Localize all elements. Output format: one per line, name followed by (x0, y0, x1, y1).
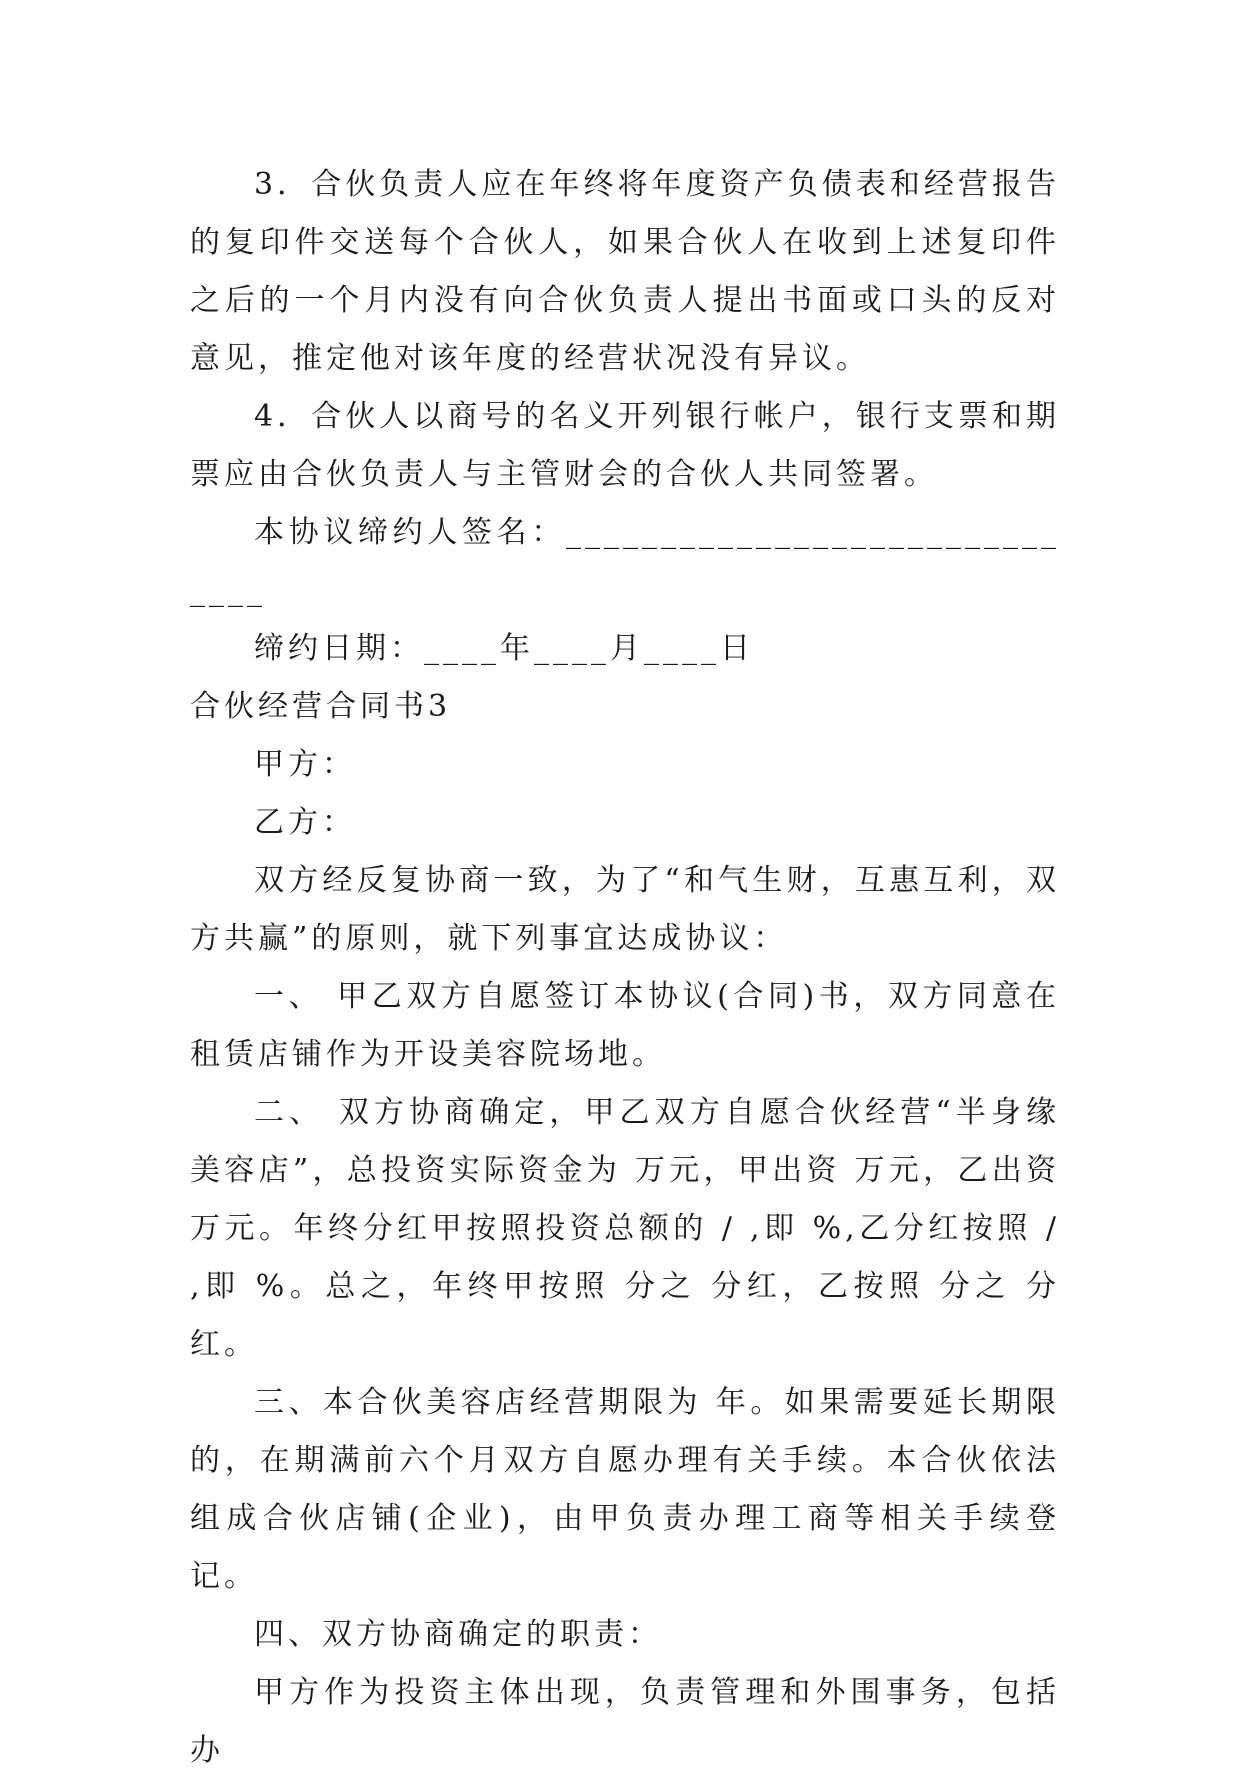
paragraph-item-3: 3．合伙负责人应在年终将年度资产负债表和经营报告的复印件交送每个合伙人，如果合伙人在收到上述复印件之后的一个月内没有向合伙负责人提出书面或口头的反对意见，推定他对该年度的经营状况没有异议。 (190, 167, 1060, 376)
preamble-paragraph: 双方经反复协商一致，为了“和气生财，互惠互利，双方共赢”的原则，就下列事宜达成协议： (190, 863, 1060, 956)
paragraph-item-4: 4．合伙人以商号的名义开列银行帐户，银行支票和期票应由合伙负责人与主管财会的合伙人共同签署。 (190, 399, 1060, 492)
document-body (190, 156, 1060, 1780)
clause-one: 一、 甲乙双方自愿签订本协议(合同)书，双方同意在租赁店铺作为开设美容院场地。 (190, 979, 1060, 1072)
date-line: 缔约日期：____年____月____日 (254, 631, 754, 666)
party-b-line: 乙方： (254, 805, 356, 840)
section-title: 合伙经营合同书3 (190, 689, 452, 724)
clause-four-body: 甲方作为投资主体出现，负责管理和外围事务，包括办 (190, 1675, 1060, 1768)
clause-four-heading: 四、双方协商确定的职责： (254, 1617, 662, 1652)
clause-two: 二、 双方协商确定，甲乙双方自愿合伙经营“半身缘美容店”，总投资实际资金为 万元，甲出资 万元，乙出资 万元。年终分红甲按照投资总额的 / ,即 %,乙分红按照 / ,即 %。总之，年终甲按照 分之 分红，乙按照 分之 分红。 (190, 1095, 1060, 1362)
clause-three: 三、本合伙美容店经营期限为 年。如果需要延长期限的，在期满前六个月双方自愿办理有关手续。本合伙依法组成合伙店铺(企业)，由甲负责办理工商等相关手续登记。 (190, 1385, 1060, 1594)
signature-line: 本协议缔约人签名：______________________________ (190, 515, 1060, 608)
party-a-line: 甲方： (254, 747, 356, 782)
